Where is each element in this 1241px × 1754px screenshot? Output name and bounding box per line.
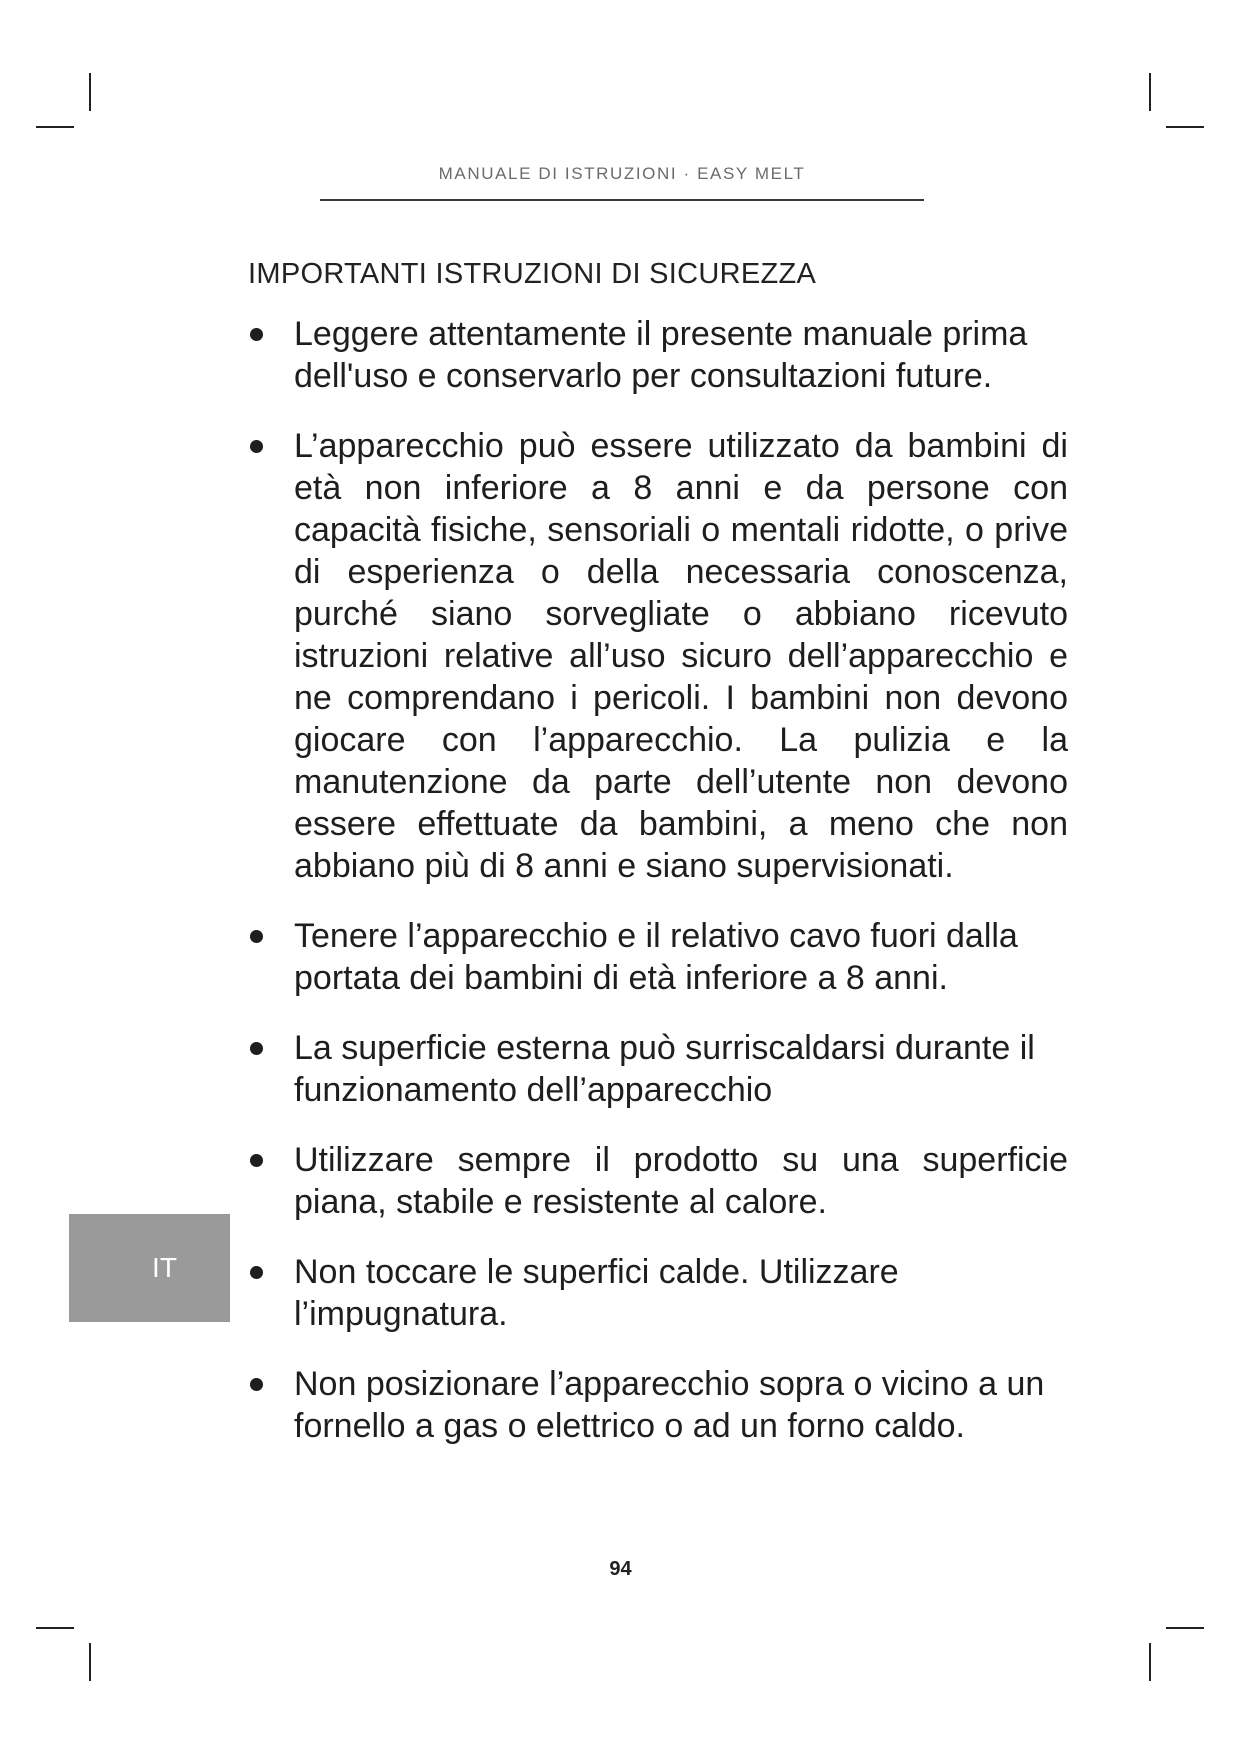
list-item <box>248 313 1068 397</box>
bullet-icon <box>250 1266 263 1279</box>
language-tab: IT <box>69 1214 230 1322</box>
running-header: MANUALE DI ISTRUZIONI · EASY MELT <box>438 164 806 183</box>
list-item <box>248 425 1068 887</box>
crop-mark-bottom-left-vertical <box>89 1643 91 1681</box>
list-item <box>248 915 1068 999</box>
crop-mark-top-right-horizontal <box>1166 126 1204 128</box>
crop-mark-top-right-vertical <box>1149 73 1151 111</box>
bullet-icon <box>250 1378 263 1391</box>
safety-instructions-list <box>248 313 1068 1475</box>
header-divider <box>320 199 924 201</box>
list-item <box>248 1251 1068 1335</box>
crop-mark-bottom-left-horizontal <box>36 1627 74 1629</box>
crop-mark-top-left-horizontal <box>36 126 74 128</box>
list-item <box>248 1139 1068 1223</box>
crop-mark-top-left-vertical <box>89 73 91 111</box>
list-item-text: Leggere attentamente il presente manuale prima dell'uso e conservarlo per consultazioni future. <box>294 315 1028 395</box>
list-item-text: La superficie esterna può surriscaldarsi durante il funzionamento dell’apparecchio <box>294 1029 1035 1109</box>
list-item-text: Non posizionare l’apparecchio sopra o vicino a un fornello a gas o elettrico o ad un forno caldo. <box>294 1365 1045 1445</box>
section-title: IMPORTANTI ISTRUZIONI DI SICUREZZA <box>248 258 817 290</box>
bullet-icon <box>250 1154 263 1167</box>
crop-mark-bottom-right-vertical <box>1149 1643 1151 1681</box>
bullet-icon <box>250 1042 263 1055</box>
list-item <box>248 1027 1068 1111</box>
list-item-text: Tenere l’apparecchio e il relativo cavo fuori dalla portata dei bambini di età inferiore a 8 anni. <box>294 917 1018 997</box>
list-item-text: Non toccare le superfici calde. Utilizzare l’impugnatura. <box>294 1253 899 1333</box>
bullet-icon <box>250 328 263 341</box>
list-item <box>248 1363 1068 1447</box>
bullet-icon <box>250 930 263 943</box>
bullet-icon <box>250 440 263 453</box>
crop-mark-bottom-right-horizontal <box>1166 1627 1204 1629</box>
list-item-text: L’apparecchio può essere utilizzato da bambini di età non inferiore a 8 anni e da persone con capacità fisiche, sensoriali o mentali ridotte, o prive di esperienza o della necessaria conoscenza, purché siano sorvegliate o abbiano ricevuto istruzioni relative all’uso sicuro dell’apparecchio e ne comprendano i pericoli. I bambini non devono giocare con l’apparecchio. La pulizia e la manutenzione da parte dell’utente non devono essere effettuate da bambini, a meno che non abbiano più di 8 anni e siano supervisionati. <box>294 427 1068 885</box>
list-item-text: Utilizzare sempre il prodotto su una superficie piana, stabile e resistente al calore. <box>294 1141 1068 1221</box>
page-number: 94 <box>609 1558 632 1580</box>
